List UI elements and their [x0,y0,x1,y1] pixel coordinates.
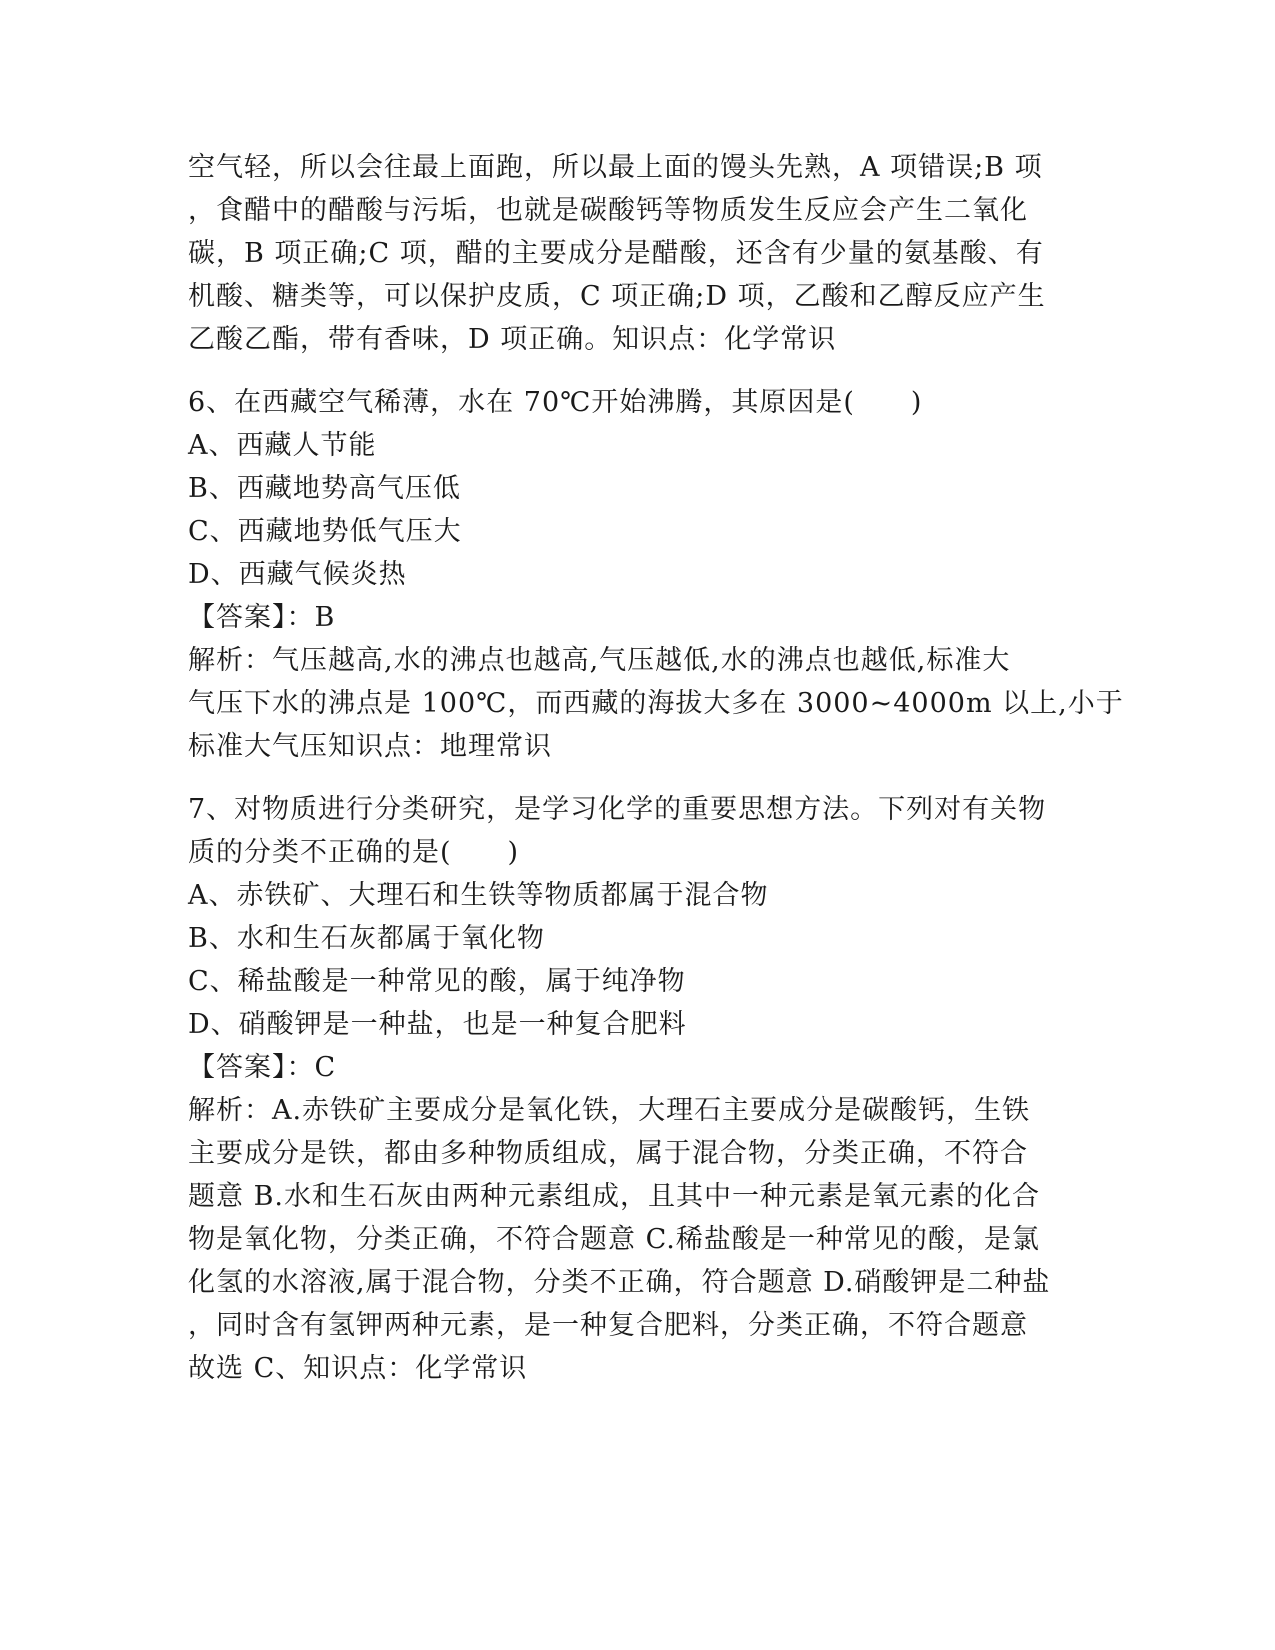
document-page [188,146,1124,1390]
option-c: C、西藏地势低气压大 [188,516,462,547]
question-text: 6、在西藏空气稀薄，水在 70℃开始沸腾，其原因是( ) [188,387,923,418]
analysis-line: ，同时含有氢钾两种元素，是一种复合肥料，分类正确，不符合题意 [188,1310,1028,1341]
analysis-line: 主要成分是铁，都由多种物质组成，属于混合物，分类正确，不符合 [188,1138,1028,1169]
analysis-line: 故选 C、知识点：化学常识 [188,1353,528,1384]
spacer [188,768,1088,788]
answer-line: 【答案】：C [188,1052,337,1083]
question-text: 7、对物质进行分类研究，是学习化学的重要思想方法。下列对有关物 [188,794,1047,825]
text-line: 碳，B 项正确;C 项，醋的主要成分是醋酸，还含有少量的氨基酸、有 [188,238,1044,269]
analysis-line: 题意 B.水和生石灰由两种元素组成，且其中一种元素是氧元素的化合 [188,1181,1041,1212]
option-c: C、稀盐酸是一种常见的酸，属于纯净物 [188,966,686,997]
text-line: ，食醋中的醋酸与污垢，也就是碳酸钙等物质发生反应会产生二氧化 [188,195,1028,226]
text-line: 空气轻，所以会往最上面跑，所以最上面的馒头先熟，A 项错误;B 项 [188,152,1043,183]
analysis-line: 物是氧化物，分类正确，不符合题意 C.稀盐酸是一种常见的酸，是氯 [188,1224,1040,1255]
analysis-line: 化氢的水溶液,属于混合物，分类不正确，符合题意 D.硝酸钾是二种盐 [188,1267,1051,1298]
answer-line: 【答案】：B [188,602,336,633]
analysis-line: 解析：A.赤铁矿主要成分是氧化铁，大理石主要成分是碳酸钙，生铁 [188,1095,1031,1126]
question-7 [188,788,1088,1390]
question-text: 质的分类不正确的是( ) [188,837,520,868]
spacer [188,361,1088,381]
question-6 [188,381,1124,768]
analysis-line: 标准大气压知识点：地理常识 [188,731,552,762]
option-a: A、赤铁矿、大理石和生铁等物质都属于混合物 [188,880,769,911]
text-line: 机酸、糖类等，可以保护皮质，C 项正确;D 项，乙酸和乙醇反应产生 [188,281,1046,312]
text-line: 乙酸乙酯，带有香味，D 项正确。知识点：化学常识 [188,324,837,355]
option-a: A、西藏人节能 [188,430,377,461]
option-b: B、西藏地势高气压低 [188,473,461,504]
option-b: B、水和生石灰都属于氧化物 [188,923,545,954]
analysis-line: 气压下水的沸点是 100℃，而西藏的海拔大多在 3000~4000m 以上,小于 [188,688,1124,719]
intro-analysis-block [188,146,1088,361]
option-d: D、硝酸钾是一种盐，也是一种复合肥料 [188,1009,687,1040]
option-d: D、西藏气候炎热 [188,559,407,590]
analysis-line: 解析：气压越高,水的沸点也越高,气压越低,水的沸点也越低,标准大 [188,645,1011,676]
